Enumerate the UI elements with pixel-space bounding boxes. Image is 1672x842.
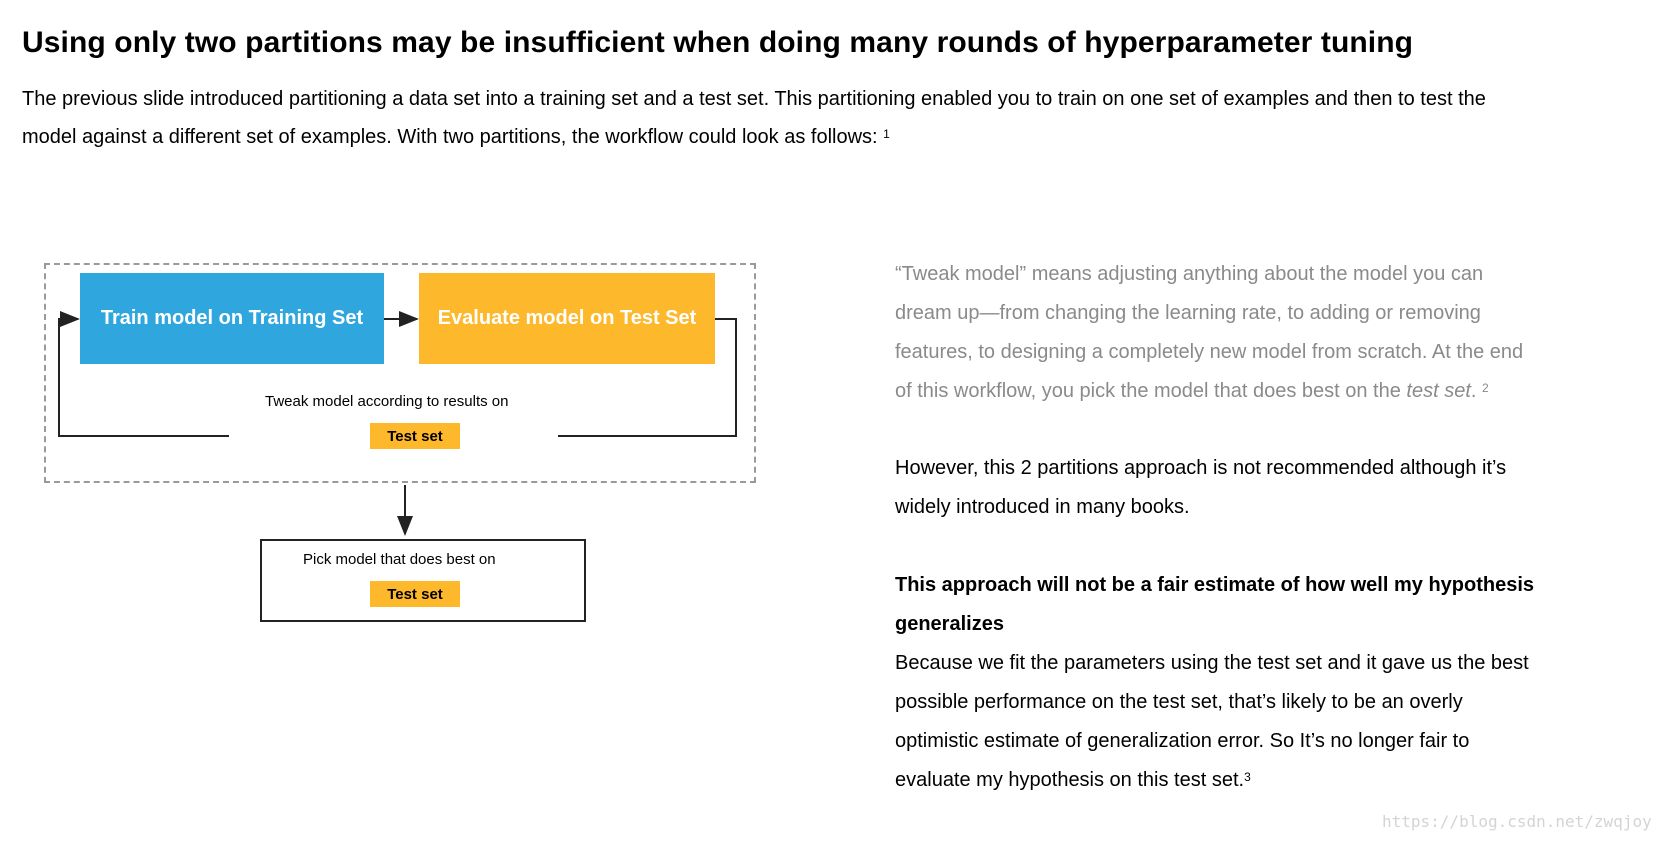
train-model-box: Train model on Training Set [80, 273, 384, 364]
p3-line-4-text: evaluate my hypothesis on this test set. [895, 769, 1245, 791]
footnote-1: 1 [883, 127, 890, 141]
footnote-3: 3 [1244, 770, 1251, 784]
recommendation-paragraph [895, 449, 1595, 527]
pick-test-set-tag: Test set [370, 581, 460, 607]
p3-line-1: Because we fit the parameters using the test set and it gave us the best [895, 652, 1529, 674]
evaluate-model-box: Evaluate model on Test Set [419, 273, 715, 364]
fair-estimate-paragraph [895, 566, 1595, 800]
tweak-label: Tweak model according to results on [265, 393, 509, 410]
p3-line-3: optimistic estimate of generalization error. So It’s no longer fair to [895, 730, 1470, 752]
note-line-3: features, to designing a completely new model from scratch. At the end [895, 341, 1524, 363]
note-line-2: dream up—from changing the learning rate, to adding or removing [895, 302, 1481, 324]
tweak-test-set-tag: Test set [370, 423, 460, 449]
watermark-url: https://blog.csdn.net/zwqjoy [1382, 812, 1652, 831]
note-period: . [1470, 380, 1477, 402]
slide-title: Using only two partitions may be insufficient when doing many rounds of hyperparameter tuning [22, 26, 1414, 59]
p3-line-2: possible performance on the test set, that’s likely to be an overly [895, 691, 1463, 713]
note-line-1: “Tweak model” means adjusting anything about the model you can [895, 263, 1484, 285]
pick-label: Pick model that does best on [303, 551, 496, 568]
note-line-4-text: of this workflow, you pick the model that does best on the [895, 380, 1407, 402]
intro-line-1: The previous slide introduced partitioning a data set into a training set and a test set. This partitioning enabled you to train on one set of examples and then to test the [22, 88, 1486, 110]
footnote-2: 2 [1482, 381, 1489, 395]
p3-heading-line-2: generalizes [895, 613, 1004, 635]
p3-line-4 [895, 761, 1595, 800]
intro-line-2-text: model against a different set of examples. With two partitions, the workflow could look as follows: [22, 126, 878, 148]
p2-line-2: widely introduced in many books. [895, 496, 1190, 518]
p2-line-1: However, this 2 partitions approach is not recommended although it’s [895, 457, 1507, 479]
note-line-4 [895, 372, 1595, 411]
p3-heading-line-1: This approach will not be a fair estimate of how well my hypothesis [895, 574, 1535, 596]
tweak-note-paragraph [895, 255, 1595, 411]
note-italic-test-set: test set [1406, 380, 1471, 402]
